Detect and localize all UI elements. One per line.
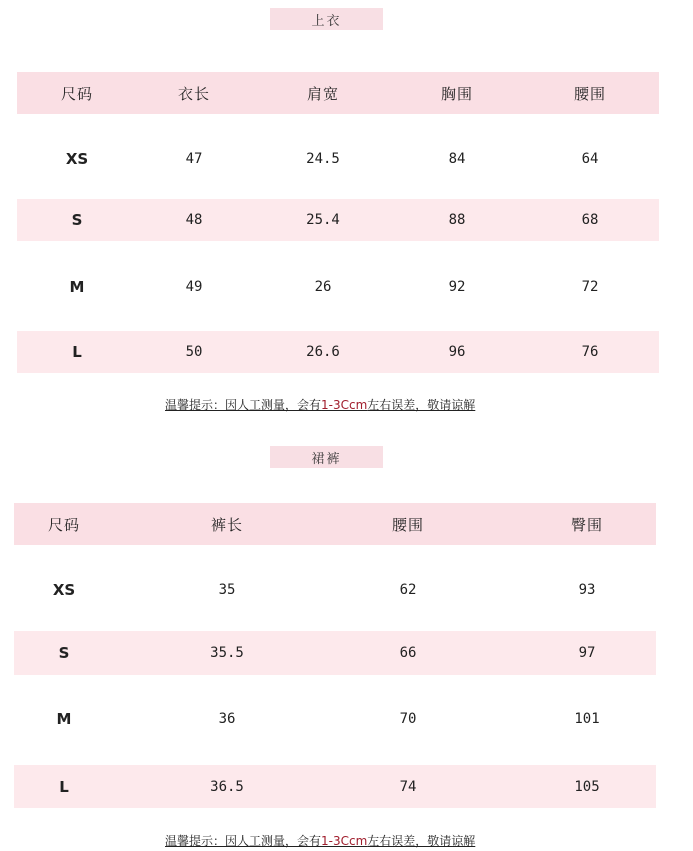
waist-cell: 64: [581, 151, 599, 167]
hip-cell: 93: [578, 582, 596, 598]
size-cell: L: [59, 777, 69, 796]
length-cell: 36.5: [210, 778, 244, 795]
length-cell: 48: [185, 212, 203, 228]
length-cell: 47: [185, 151, 203, 167]
table-row: [17, 138, 659, 180]
tops-header-shoulder: 肩宽: [306, 84, 339, 103]
hip-cell: 101: [574, 711, 600, 727]
hip-cell: 97: [578, 645, 596, 661]
note-suffix: 左右误差，敬请谅解: [367, 398, 476, 412]
shoulder-cell: 25.4: [306, 212, 340, 228]
chest-cell: 96: [448, 344, 466, 360]
note-highlight: 1-3Ccm: [321, 834, 368, 848]
table-row: [14, 569, 656, 611]
chest-cell: 84: [448, 151, 466, 167]
table-row: [17, 199, 659, 241]
chest-cell: 92: [448, 279, 466, 295]
tops-size-table: [17, 72, 659, 374]
length-cell: 35.5: [210, 645, 244, 661]
note-prefix: 温馨提示：因人工测量，会有: [165, 398, 322, 412]
size-cell: S: [71, 211, 83, 229]
size-cell: XS: [52, 581, 76, 599]
length-cell: 49: [185, 279, 203, 295]
length-cell: 36: [218, 711, 236, 727]
waist-cell: 66: [399, 645, 417, 661]
size-cell: XS: [65, 150, 89, 168]
skirt-header-row: [14, 503, 656, 545]
table-row: [14, 698, 656, 740]
tops-header-row: [17, 72, 659, 114]
tops-header-chest: 胸围: [440, 84, 473, 103]
waist-cell: 76: [581, 344, 599, 360]
waist-cell: 72: [581, 279, 599, 295]
shoulder-cell: 26.6: [306, 344, 340, 360]
note-suffix: 左右误差，敬请谅解: [367, 834, 476, 848]
size-cell: M: [69, 278, 85, 296]
length-cell: 35: [218, 582, 236, 598]
table-row: [14, 765, 656, 808]
table-row: [17, 266, 659, 308]
waist-cell: 62: [399, 582, 417, 598]
skirt-header-size: 尺码: [47, 515, 80, 534]
hip-cell: 105: [574, 778, 600, 795]
note-highlight: 1-3Ccm: [321, 398, 368, 412]
tops-section-title: 上衣: [270, 8, 383, 30]
size-cell: M: [56, 710, 72, 728]
size-cell: L: [72, 343, 82, 361]
waist-cell: 70: [399, 711, 417, 727]
table-row: [17, 331, 659, 373]
shoulder-cell: 26: [314, 279, 332, 295]
waist-cell: 68: [581, 212, 599, 228]
skirt-header-hip: 臀围: [570, 515, 603, 534]
note-prefix: 温馨提示：因人工测量，会有: [165, 834, 322, 848]
tops-measurement-note: [165, 396, 475, 413]
skirt-measurement-note: [165, 832, 475, 849]
tops-header-length: 衣长: [177, 84, 210, 103]
length-cell: 50: [185, 344, 203, 360]
tops-header-waist: 腰围: [573, 84, 606, 103]
chest-cell: 88: [448, 212, 466, 228]
size-cell: S: [58, 644, 70, 662]
skirt-header-waist: 腰围: [391, 515, 424, 534]
skirt-size-table: [14, 503, 656, 808]
waist-cell: 74: [399, 778, 417, 795]
tops-header-size: 尺码: [60, 84, 93, 103]
skirt-section-title: 裙裤: [270, 446, 383, 468]
table-row: [14, 631, 656, 675]
shoulder-cell: 24.5: [306, 151, 340, 167]
skirt-header-length: 裤长: [210, 515, 243, 534]
